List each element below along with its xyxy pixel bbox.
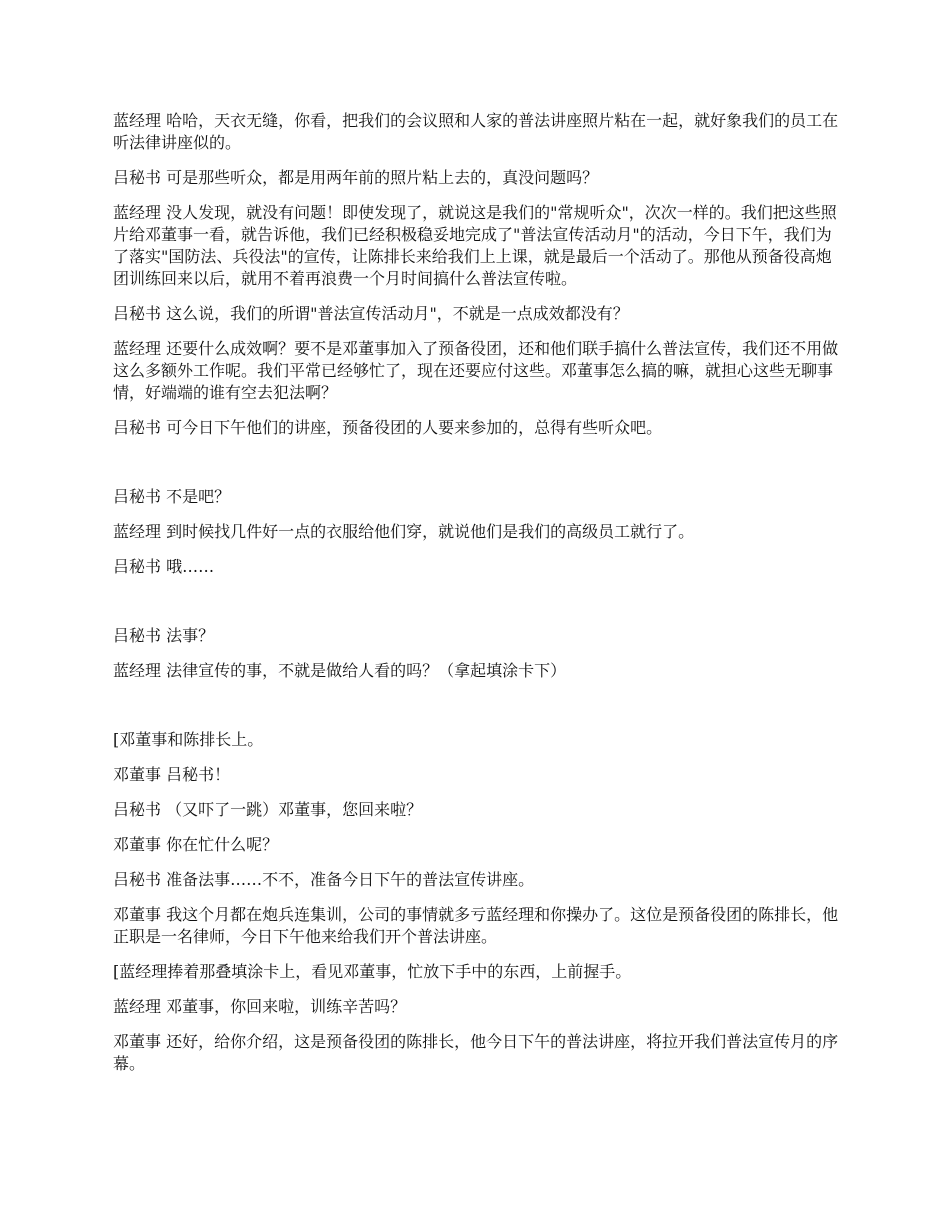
blank-gap xyxy=(113,695,843,729)
blank-gap xyxy=(113,591,843,625)
dialogue-paragraph: 吕秘书 这么说，我们的所谓"普法宣传活动月"，不就是一点成效都没有？ xyxy=(113,304,629,323)
dialogue-paragraph: 蓝经理 法律宣传的事，不就是做给人看的吗？（拿起填涂卡下） xyxy=(113,661,567,680)
stage-direction: [邓董事和陈排长上。 xyxy=(113,730,264,749)
dialogue-paragraph: 吕秘书 法事？ xyxy=(113,626,215,645)
dialogue-paragraph: 邓董事 还好，给你介绍，这是预备役团的陈排长，他今日下午的普法讲座，将拉开我们普法宣传月的序幕。 xyxy=(113,1032,839,1073)
dialogue-paragraph: 蓝经理 到时候找几件好一点的衣服给他们穿，就说他们是我们的高级员工就行了。 xyxy=(113,522,695,541)
stage-direction: [蓝经理捧着那叠填涂卡上，看见邓董事，忙放下手中的东西，上前握手。 xyxy=(113,962,632,981)
dialogue-paragraph: 吕秘书 （又吓了一跳）邓董事，您回来啦？ xyxy=(113,800,423,819)
dialogue-paragraph: 吕秘书 哦…… xyxy=(113,557,215,576)
dialogue-paragraph: 邓董事 吕秘书！ xyxy=(113,765,231,784)
dialogue-paragraph: 蓝经理 没人发现，就没有问题！即使发现了，就说这是我们的"常规听众"，次次一样的。我们把这些照片给邓董事一看，就告诉他，我们已经积极稳妥地完成了"普法宣传活动月"的活动，今日下午，我们为了落实"国防法、兵役法"的宣传，让陈排长来给我们上上课，就是最后一个活动了。那他从预备役高炮团训练回来以后，就用不着再浪费一个月时间搞什么普法宣传啦。 xyxy=(113,203,837,288)
dialogue-paragraph: 邓董事 我这个月都在炮兵连集训，公司的事情就多亏蓝经理和你操办了。这位是预备役团的陈排长，他正职是一名律师，今日下午他来给我们开个普法讲座。 xyxy=(113,905,839,946)
dialogue-paragraph: 蓝经理 邓董事，你回来啦，训练辛苦吗？ xyxy=(113,997,407,1016)
document-page xyxy=(113,110,843,1088)
dialogue-paragraph: 蓝经理 还要什么成效啊？要不是邓董事加入了预备役团，还和他们联手搞什么普法宣传，我们还不用做这么多额外工作呢。我们平常已经够忙了，现在还要应付这些。邓董事怎么搞的嘛，就担心这些无聊事情，好端端的谁有空去犯法啊？ xyxy=(113,339,839,402)
dialogue-paragraph: 吕秘书 可是那些听众，都是用两年前的照片粘上去的，真没问题吗？ xyxy=(113,168,599,187)
dialogue-paragraph: 吕秘书 可今日下午他们的讲座，预备役团的人要来参加的，总得有些听众吧。 xyxy=(113,418,663,437)
dialogue-paragraph: 吕秘书 不是吧？ xyxy=(113,487,231,506)
blank-gap xyxy=(113,452,843,486)
dialogue-paragraph: 吕秘书 准备法事……不不，准备今日下午的普法宣传讲座。 xyxy=(113,870,535,889)
dialogue-paragraph: 蓝经理 哈哈，天衣无缝，你看，把我们的会议照和人家的普法讲座照片粘在一起，就好象我们的员工在听法律讲座似的。 xyxy=(113,111,839,152)
dialogue-paragraph: 邓董事 你在忙什么呢？ xyxy=(113,835,279,854)
